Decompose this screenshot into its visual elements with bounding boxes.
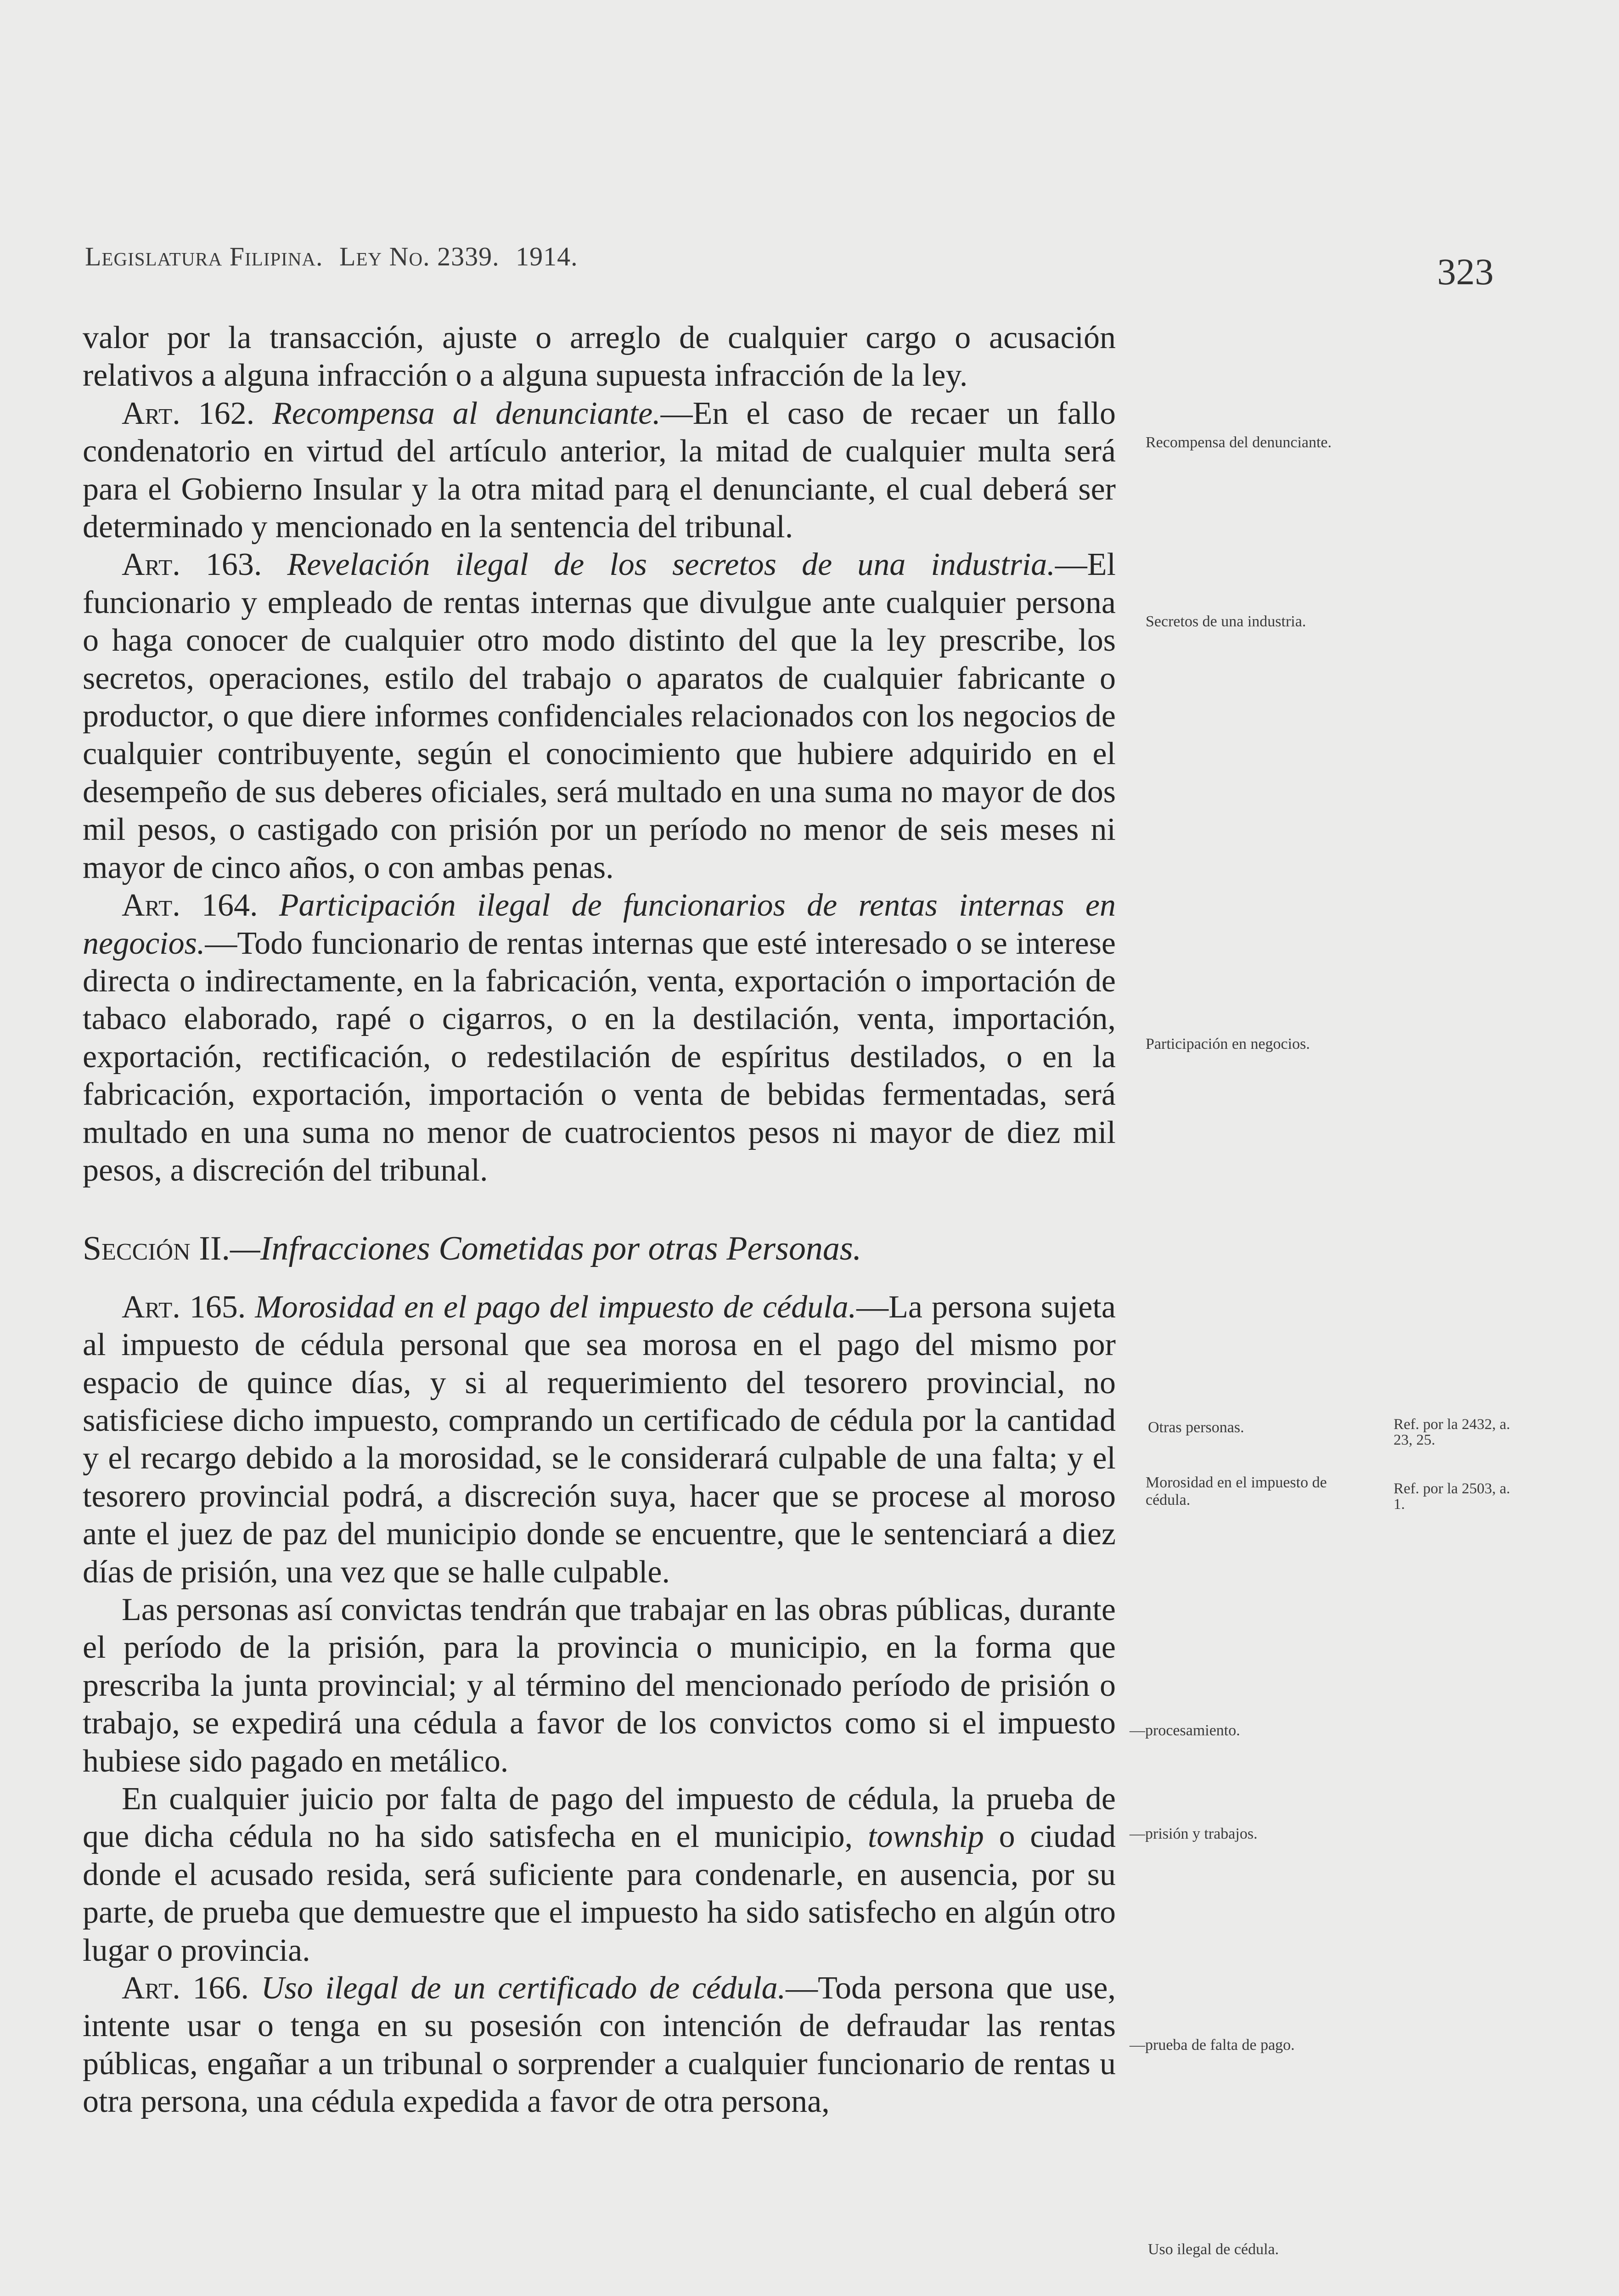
article-number: Art. 166. [122, 1970, 249, 2006]
article-title: Recompensa al denunciante. [272, 395, 661, 431]
body-text [83, 319, 1116, 2121]
article-title: Participación ilegal de funcionarios de rentas internas en negocios. [83, 888, 1116, 961]
section-label: Sección II. [83, 1230, 230, 1268]
margin-note-morosidad: Morosidad en el impuesto de cédula. [1146, 1474, 1327, 1508]
article-title: Uso ilegal de un certificado de cédula. [261, 1970, 786, 2006]
article-text: —Todo funcionario de rentas internas que esté interesado o se interese directa o indirectamente, en la fabricación, venta, exportación o importación de tabaco elaborado, rapé o cigarros, o en la destilación, venta, importación, exportación, rectificación, o redestilación de espíritus destilados, o en la fabricación, exportación, importación o venta de bebidas fermentadas, será multado en una suma no menor de cuatrocientos pesos ni mayor de diez mil pesos, a discreción del tribunal. [83, 925, 1116, 1188]
reference-note-2: Ref. por la 2503, a. 1. [1394, 1480, 1510, 1513]
running-head-legislature: Legislatura Filipina. [85, 242, 323, 271]
article-text: —El funcionario y empleado de rentas internas que divulgue ante cualquier persona o haga conocer de cualquier otro modo distinto del que la ley prescribe, los secretos, operaciones, estilo del trabajo o aparatos de cualquier fabricante o productor, o que diere informes confidenciales relacionados con los negocios de cualquier contribuyente, según el conocimiento que hubiere adquirido en el desempeño de sus deberes oficiales, será multado en una suma no mayor de dos mil pesos, o castigado con prisión por un período no menor de seis meses ni mayor de cinco años, o con ambas penas. [83, 547, 1116, 885]
paragraph [83, 1780, 1116, 1970]
running-head-law: Ley No. 2339. [339, 242, 500, 271]
paragraph: Las personas así convictas tendrán que trabajar en las obras públicas, durante el período de la prisión, para la provincia o municipio, en la forma que prescriba la junta provincial; y al término del mencionado período de prisión o trabajo, se expedirá una cédula a favor de los convictos como si el impuesto hubiese sido pagado en metálico. [83, 1592, 1116, 1779]
article-text: —En el caso de recaer un fallo condenatorio en virtud del artículo anterior, la mitad de cualquier multa será para el Gobierno Insular y la otra mitad parą el denunciante, el cual deberá ser determinado y mencionado en la sentencia del tribunal. [83, 395, 1116, 545]
article-text: —Toda persona que use, intente usar o tenga en su posesión con intención de defraudar las rentas públicas, engañar a un tribunal o sorprender a cualquier funcionario de rentas u otra persona, una cédula expedida a favor de otra persona, [83, 1970, 1116, 2120]
article-166 [83, 1970, 1116, 2121]
margin-note-recompensa: Recompensa del denunciante. [1146, 434, 1332, 451]
running-head [85, 241, 1141, 272]
margin-note-participacion: Participación en negocios. [1146, 1035, 1310, 1052]
section-title: —Infracciones Cometidas por otras Personas. [230, 1230, 862, 1268]
section-heading [83, 1230, 1116, 1267]
margin-note-prision: —prisión y trabajos. [1130, 1825, 1258, 1842]
paragraph-text: En cualquier juicio por falta de pago del impuesto de cédula, la prueba de que dicha cédula no ha sido satisfecha en el municipio, [83, 1781, 1116, 1855]
township-term: township [867, 1819, 984, 1855]
article-164 [83, 887, 1116, 1189]
paragraph-continuation: valor por la transacción, ajuste o arreglo de cualquier cargo o acusación relativos a alguna infracción o a alguna supuesta infracción de la ley. [83, 320, 1116, 394]
page-number: 323 [1437, 251, 1494, 293]
margin-note-otras-personas: Otras personas. [1148, 1419, 1244, 1436]
article-title: Revelación ilegal de los secretos de una industria. [287, 547, 1055, 583]
margin-note-secretos: Secretos de una industria. [1146, 613, 1306, 630]
article-number: Art. 162. [122, 395, 255, 431]
article-163 [83, 546, 1116, 887]
running-head-year: 1914. [516, 242, 578, 271]
article-text: —La persona sujeta al impuesto de cédula personal que sea morosa en el pago del mismo por espacio de quince días, y si al requerimiento del tesorero provincial, no satisficiese dicho impuesto, comprando un certificado de cédula por la cantidad y el recargo debido a la morosidad, se le considerará culpable de una falta; y el tesorero provincial podrá, a discreción suya, hacer que se procese al moroso ante el juez de paz del municipio donde se encuentre, que le sentenciará a diez días de prisión, una vez que se halle culpable. [83, 1289, 1116, 1590]
article-162 [83, 395, 1116, 546]
margin-note-prueba: —prueba de falta de pago. [1130, 2037, 1295, 2054]
article-number: Art. 163. [122, 547, 262, 583]
article-number: Art. 165. [122, 1289, 246, 1325]
reference-note-1: Ref. por la 2432, a. 23, 25. [1394, 1416, 1510, 1448]
paragraph-text: o ciudad donde el acusado resida, será suficiente para condenarle, en ausencia, por su parte, de prueba que demuestre que el impuesto ha sido satisfecho en algún otro lugar o provincia. [83, 1819, 1116, 1968]
article-165 [83, 1289, 1116, 1591]
article-number: Art. 164. [122, 888, 258, 923]
margin-note-procesamiento: —procesamiento. [1130, 1722, 1240, 1739]
article-title: Morosidad en el pago del impuesto de cédula. [255, 1289, 857, 1325]
margin-note-uso-ilegal: Uso ilegal de cédula. [1148, 2241, 1279, 2258]
